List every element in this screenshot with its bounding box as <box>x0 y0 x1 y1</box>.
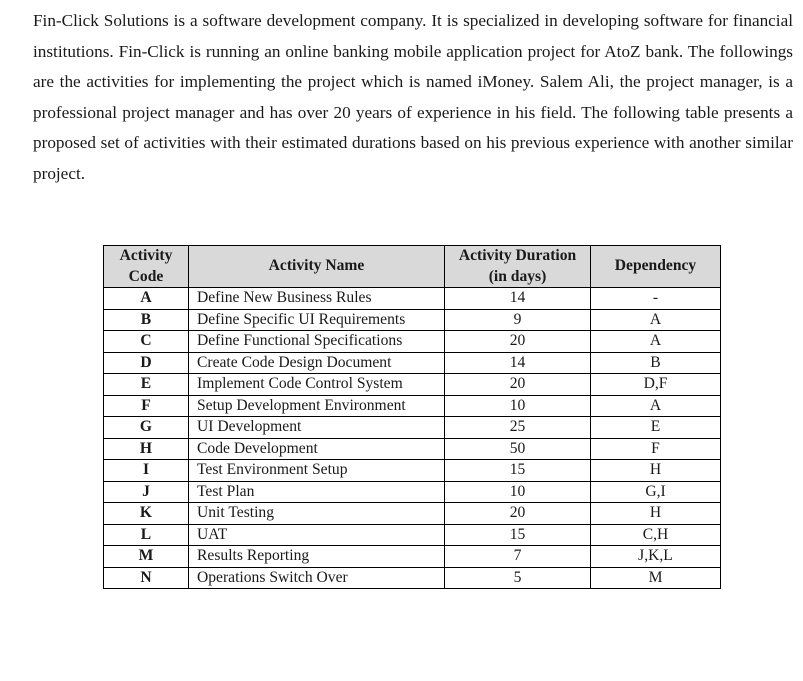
intro-paragraph: Fin-Click Solutions is a software development company. It is specialized in developing software for financial institutions. Fin-Click is running an online banking mobile application project for AtoZ bank. The followings are the activities for implementing the project which is named iMoney. Salem Ali, the project manager, is a professional project manager and has over 20 years of experience in his field. The following table presents a proposed set of activities with their estimated durations based on his previous experience with another similar project. <box>33 11 793 183</box>
activity-dependency: B <box>591 352 721 374</box>
activity-dependency: D,F <box>591 374 721 396</box>
table-row <box>104 546 721 568</box>
activity-code: E <box>104 374 189 396</box>
activity-code: G <box>104 417 189 439</box>
activity-duration: 15 <box>445 460 591 482</box>
activity-name: UI Development <box>189 417 445 439</box>
activity-name: Define Functional Specifications <box>189 331 445 353</box>
table-row <box>104 438 721 460</box>
activity-name: Define Specific UI Requirements <box>189 309 445 331</box>
activity-duration: 10 <box>445 481 591 503</box>
activity-dependency: A <box>591 331 721 353</box>
table-row <box>104 352 721 374</box>
activity-code: K <box>104 503 189 525</box>
activity-name: Results Reporting <box>189 546 445 568</box>
activity-duration: 20 <box>445 374 591 396</box>
activity-name: Define New Business Rules <box>189 288 445 310</box>
table-row <box>104 395 721 417</box>
header-activity-duration: Activity Duration (in days) <box>445 246 591 288</box>
activity-duration: 14 <box>445 352 591 374</box>
activity-duration: 20 <box>445 503 591 525</box>
activity-name: Create Code Design Document <box>189 352 445 374</box>
table-row <box>104 374 721 396</box>
activity-dependency: C,H <box>591 524 721 546</box>
table-header-row <box>104 246 721 288</box>
header-activity-code: Activity Code <box>104 246 189 288</box>
table-row <box>104 331 721 353</box>
activity-code: H <box>104 438 189 460</box>
activity-code: I <box>104 460 189 482</box>
activity-code: L <box>104 524 189 546</box>
activity-code: B <box>104 309 189 331</box>
activity-duration: 9 <box>445 309 591 331</box>
table-row <box>104 503 721 525</box>
activity-name: UAT <box>189 524 445 546</box>
table-row <box>104 567 721 589</box>
activity-name: Code Development <box>189 438 445 460</box>
activity-duration: 7 <box>445 546 591 568</box>
activity-name: Test Plan <box>189 481 445 503</box>
activity-dependency: H <box>591 460 721 482</box>
activity-dependency: A <box>591 395 721 417</box>
activity-dependency: M <box>591 567 721 589</box>
header-dependency: Dependency <box>591 246 721 288</box>
activity-dependency: - <box>591 288 721 310</box>
activity-name: Test Environment Setup <box>189 460 445 482</box>
activity-name: Operations Switch Over <box>189 567 445 589</box>
activity-code: F <box>104 395 189 417</box>
activity-dependency: G,I <box>591 481 721 503</box>
activity-name: Setup Development Environment <box>189 395 445 417</box>
activity-code: N <box>104 567 189 589</box>
activity-code: D <box>104 352 189 374</box>
table-row <box>104 524 721 546</box>
activity-duration: 14 <box>445 288 591 310</box>
activity-dependency: J,K,L <box>591 546 721 568</box>
activity-dependency: A <box>591 309 721 331</box>
activity-name: Unit Testing <box>189 503 445 525</box>
activity-duration: 50 <box>445 438 591 460</box>
table-row <box>104 460 721 482</box>
activity-table <box>103 245 721 589</box>
activity-duration: 5 <box>445 567 591 589</box>
activity-dependency: E <box>591 417 721 439</box>
activity-duration: 10 <box>445 395 591 417</box>
activity-duration: 20 <box>445 331 591 353</box>
activity-code: M <box>104 546 189 568</box>
activity-dependency: H <box>591 503 721 525</box>
activity-duration: 25 <box>445 417 591 439</box>
table-row <box>104 417 721 439</box>
activity-code: A <box>104 288 189 310</box>
activity-code: C <box>104 331 189 353</box>
activity-name: Implement Code Control System <box>189 374 445 396</box>
activity-dependency: F <box>591 438 721 460</box>
activity-code: J <box>104 481 189 503</box>
table-row <box>104 309 721 331</box>
activity-duration: 15 <box>445 524 591 546</box>
table-row <box>104 288 721 310</box>
header-activity-name: Activity Name <box>189 246 445 288</box>
table-row <box>104 481 721 503</box>
